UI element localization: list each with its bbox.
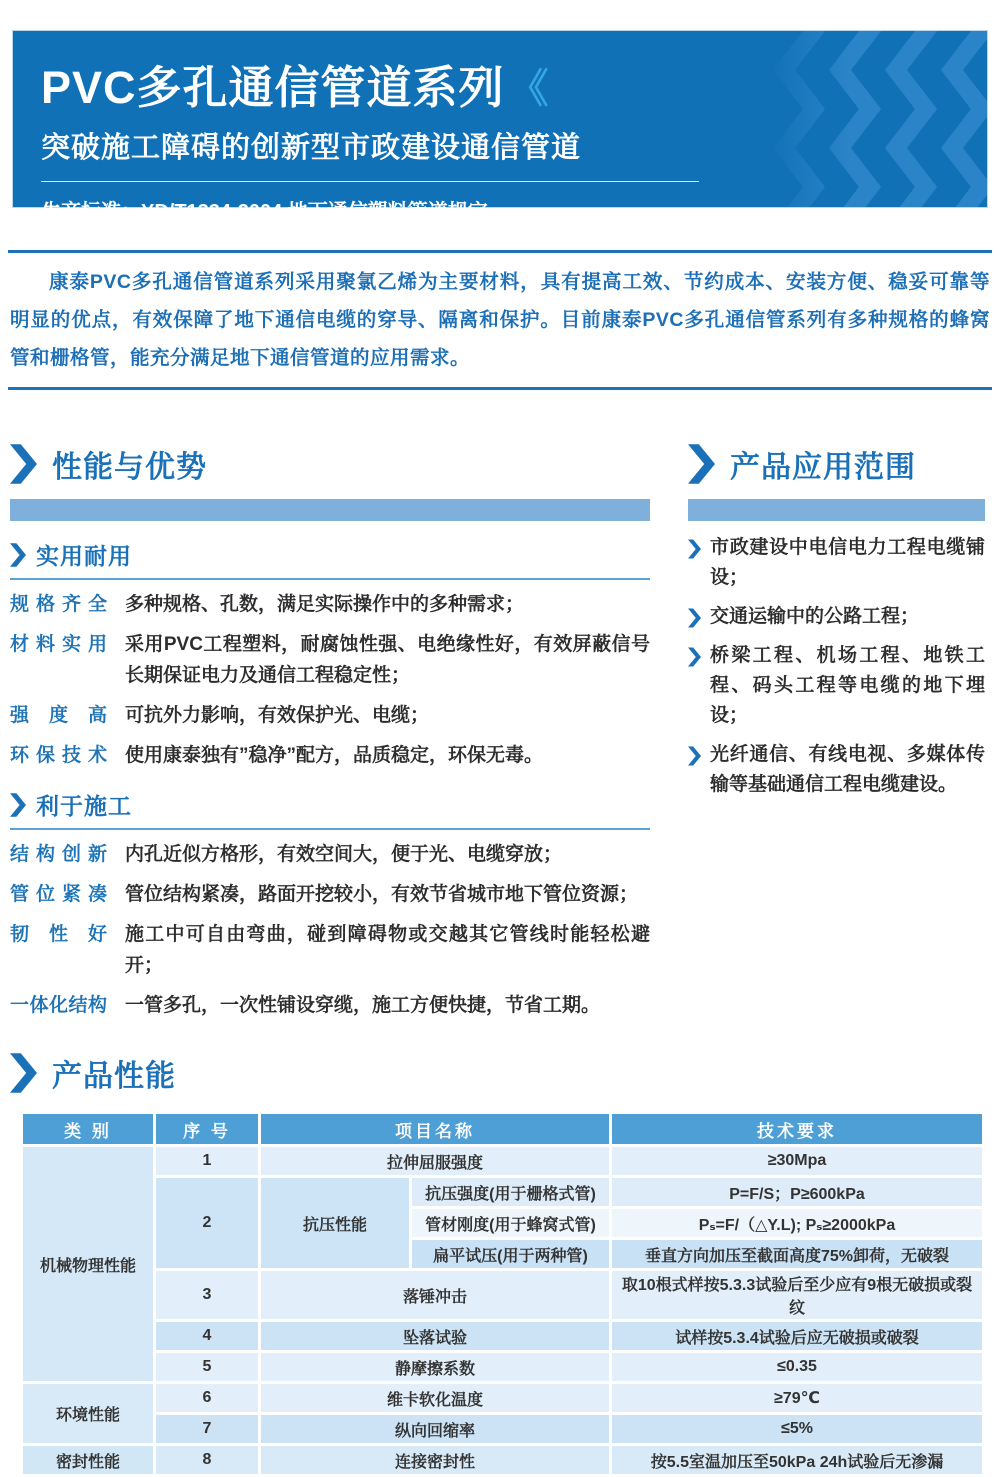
- table-row: [23, 1271, 982, 1319]
- header-item: 项目名称: [261, 1114, 609, 1144]
- banner-divider: [41, 181, 699, 182]
- feature-label: 管位紧凑: [10, 884, 107, 905]
- table-row: [23, 1446, 982, 1474]
- table-cell: ≥79℃: [612, 1384, 982, 1412]
- durable-feature-list: [10, 589, 650, 771]
- feature-item: [10, 879, 650, 910]
- subsection-durable-label: 实用耐用: [36, 543, 132, 569]
- category-cell: 密封性能: [23, 1446, 153, 1474]
- applications-heading-bar: [688, 499, 985, 521]
- performance-heading: [10, 442, 650, 486]
- performance-heading-label: 性能与优势: [52, 451, 207, 484]
- table-cell: 抗压性能: [261, 1178, 409, 1268]
- subsection-construction-label: 利于施工: [36, 793, 132, 819]
- feature-text: 施工中可自由弯曲，碰到障碍物或交越其它管线时能轻松避开；: [125, 924, 650, 976]
- subsection-durable-underline: [10, 578, 650, 580]
- list-item: [688, 740, 985, 800]
- table-cell: 垂直方向加压至截面高度75%卸荷，无破裂: [612, 1240, 982, 1268]
- feature-label: 环保技术: [10, 745, 107, 766]
- table-cell: 取10根式样按5.3.3试验后至少应有9根无破损或裂纹: [612, 1271, 982, 1319]
- chevron-right-icon: [688, 647, 701, 667]
- intro-section: [8, 250, 992, 390]
- table-cell: 连接密封性: [261, 1446, 609, 1474]
- chevron-right-icon: [688, 746, 701, 766]
- feature-text: 内孔近似方格形，有效空间大，便于光、电缆穿放；: [125, 844, 563, 865]
- table-row: [23, 1147, 982, 1175]
- table-row: [23, 1322, 982, 1350]
- chevron-right-icon: [10, 543, 26, 567]
- table-cell: 试样按5.3.4试验后应无破损或破裂: [612, 1322, 982, 1350]
- table-cell: 落锤冲击: [261, 1271, 609, 1319]
- application-text: 光纤通信、有线电视、多媒体传输等基础通信工程电缆建设。: [710, 744, 985, 795]
- table-header-row: [23, 1114, 982, 1144]
- table-row: [23, 1178, 982, 1206]
- chevron-right-icon: [10, 1053, 37, 1093]
- header-requirement: 技术要求: [612, 1114, 982, 1144]
- performance-heading-bar: [10, 499, 650, 521]
- table-cell: 纵向回缩率: [261, 1415, 609, 1443]
- table-cell: ≤0.35: [612, 1353, 982, 1381]
- category-cell: 环境性能: [23, 1384, 153, 1443]
- applications-section: [688, 442, 985, 1021]
- feature-item: [10, 740, 650, 771]
- feature-label: 规格齐全: [10, 594, 107, 615]
- table-cell: 3: [156, 1271, 258, 1319]
- subsection-durable-heading: [10, 538, 650, 571]
- table-cell: 7: [156, 1415, 258, 1443]
- feature-text: 一管多孔，一次性铺设穿缆，施工方便快捷，节省工期。: [125, 995, 601, 1016]
- table-cell: 1: [156, 1147, 258, 1175]
- feature-item: [10, 839, 650, 870]
- header-category: 类 别: [23, 1114, 153, 1144]
- double-angle-left-icon: 《: [508, 67, 549, 111]
- subsection-construction-heading: [10, 788, 650, 821]
- table-cell: 静摩擦系数: [261, 1353, 609, 1381]
- application-text: 市政建设中电信电力工程电缆铺设；: [710, 537, 985, 588]
- chevron-right-icon: [688, 539, 701, 559]
- application-text: 桥梁工程、机场工程、地铁工程、码头工程等电缆的地下埋设；: [710, 645, 985, 726]
- subsection-construction-underline: [10, 828, 650, 830]
- category-cell: 机械物理性能: [23, 1147, 153, 1381]
- banner-title: PVC多孔通信管道系列: [41, 62, 505, 113]
- brochure-page: [0, 30, 1000, 1471]
- chevron-right-icon: [10, 793, 26, 817]
- feature-text: 可抗外力影响，有效保护光、电缆；: [125, 705, 430, 726]
- table-cell: 按5.5室温加压至50kPa 24h试验后无渗漏: [612, 1446, 982, 1474]
- feature-item: [10, 990, 650, 1021]
- intro-rule-top: [8, 250, 992, 253]
- table-cell: 拉伸屈服强度: [261, 1147, 609, 1175]
- two-column-area: [0, 442, 1000, 1021]
- table-cell: 坠落试验: [261, 1322, 609, 1350]
- feature-label: 结构创新: [10, 844, 107, 865]
- feature-label: 一体化结构: [10, 995, 107, 1016]
- banner-subtitle: 突破施工障碍的创新型市政建设通信管道: [41, 132, 582, 164]
- feature-item: [10, 589, 650, 620]
- chevron-right-icon: [688, 444, 715, 484]
- table-cell: 4: [156, 1322, 258, 1350]
- table-row: [23, 1353, 982, 1381]
- product-performance-heading-label: 产品性能: [52, 1060, 176, 1093]
- feature-text: 采用PVC工程塑料，耐腐蚀性强、电绝缘性好，有效屏蔽信号长期保证电力及通信工程稳定性；: [125, 634, 650, 686]
- table-cell: 抗压强度(用于栅格式管): [412, 1178, 609, 1206]
- table-cell: 管材刚度(用于蜂窝式管): [412, 1209, 609, 1237]
- table-cell: ≤5%: [612, 1415, 982, 1443]
- table-cell: 扁平试压(用于两种管): [412, 1240, 609, 1268]
- performance-section: [10, 442, 650, 1021]
- header-number: 序 号: [156, 1114, 258, 1144]
- table-cell: 2: [156, 1178, 258, 1268]
- feature-item: [10, 629, 650, 691]
- table-cell: 5: [156, 1353, 258, 1381]
- applications-heading: [688, 442, 985, 486]
- feature-label: 材料实用: [10, 634, 107, 655]
- table-row: [23, 1384, 982, 1412]
- list-item: [688, 641, 985, 731]
- table-cell: P=F/S；P≥600kPa: [612, 1178, 982, 1206]
- list-item: [688, 602, 985, 632]
- product-performance-heading: [0, 1051, 1000, 1095]
- table-cell: 6: [156, 1384, 258, 1412]
- product-performance-table: [20, 1111, 985, 1477]
- application-text: 交通运输中的公路工程；: [710, 606, 920, 627]
- intro-paragraph: 康泰PVC多孔通信管道系列采用聚氯乙烯为主要材料，具有提高工效、节约成本、安装方便、稳妥可靠等明显的优点，有效保障了地下通信电缆的穿导、隔离和保护。目前康泰PVC多孔通信管系列有多种规格的蜂窝管和栅格管，能充分满足地下通信管道的应用需求。: [10, 271, 990, 369]
- feature-text: 多种规格、孔数，满足实际操作中的多种需求；: [125, 594, 525, 615]
- table-cell: 8: [156, 1446, 258, 1474]
- banner: [12, 30, 988, 223]
- table-row: [23, 1415, 982, 1443]
- banner-standard-line: 生产标准：YD/T1324-2004 地下通信塑料管道规定: [41, 201, 488, 223]
- feature-item: [10, 700, 650, 731]
- feature-label: 强度高: [10, 705, 107, 726]
- applications-list: [688, 533, 985, 800]
- feature-text: 使用康泰独有”稳净”配方，品质稳定，环保无毒。: [125, 745, 544, 766]
- feature-item: [10, 919, 650, 981]
- chevron-right-icon: [10, 444, 37, 484]
- feature-label: 韧性好: [10, 924, 107, 945]
- construction-feature-list: [10, 839, 650, 1021]
- chevron-right-icon: [688, 608, 701, 628]
- intro-rule-bottom: [8, 387, 992, 390]
- table-cell: Pₛ=F/（△Y.L); Pₛ≥2000kPa: [612, 1209, 982, 1237]
- table-cell: ≥30Mpa: [612, 1147, 982, 1175]
- feature-text: 管位结构紧凑，路面开挖较小，有效节省城市地下管位资源；: [125, 884, 639, 905]
- list-item: [688, 533, 985, 593]
- applications-heading-label: 产品应用范围: [730, 451, 916, 484]
- table-cell: 维卡软化温度: [261, 1384, 609, 1412]
